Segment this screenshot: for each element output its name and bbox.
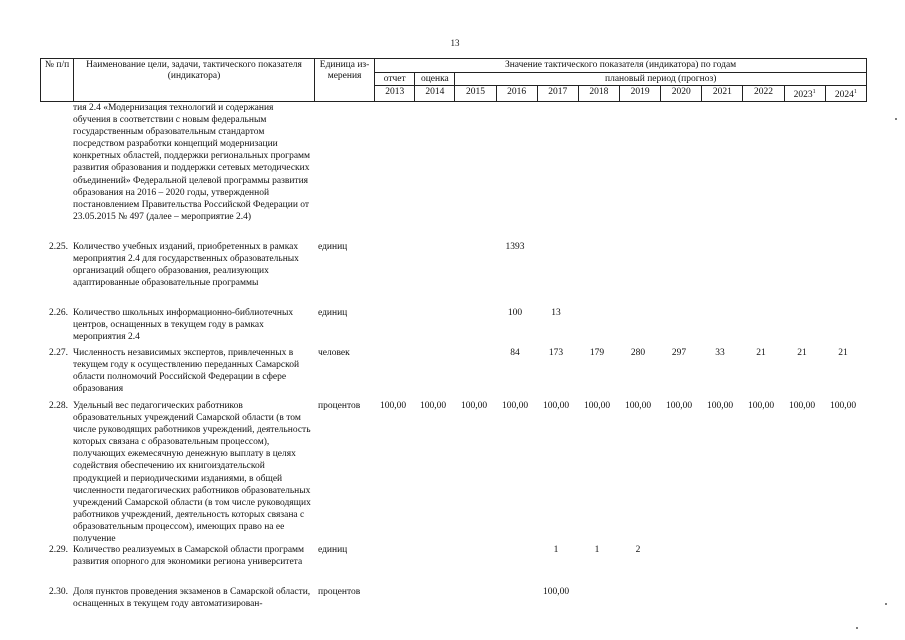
year-label: 2024 <box>834 90 854 101</box>
row-value: 2 <box>635 545 641 555</box>
row-unit: единиц <box>318 545 348 555</box>
header-estimate-label: оценка <box>415 73 455 86</box>
table-header <box>40 58 867 102</box>
row-unit: человек <box>318 348 350 358</box>
row-value: 100,00 <box>460 401 488 411</box>
row-name: Удельный вес педагогических работников образовательных учреждений Самарской области (в том числе руководящих работников учреждений, деятельность которых связана с образовательным процессом), получающих ежемесячную денежную выплату в целях содействия обеспечению их книгоиздательской продукцией и периодическими изданиями, в общей численности педагогических работников образовательных учреждений Самарской области (в том числе руководящих работников учреждений, деятельность которых связана с образовательным процессом), имеющих право на ее получение <box>73 401 311 545</box>
year-label: 2023 <box>793 90 813 101</box>
row-value: 100,00 <box>501 401 529 411</box>
row-name: тия 2.4 «Модернизация технологий и содержания обучения в соответствии с новым федеральным государственным образовательным стандартом посредством разработки концепций модернизации конкретных областей, поддержки региональных программ развития образования и поддержки сетевых методических объединений» Федеральной целевой программы развития образования на 2016 – 2020 годы, утвержденной постановлением Правительства Российской Федерации от 23.05.2015 № 497 (далее – мероприятие 2.4) <box>73 103 311 222</box>
header-year-2015: 2015 <box>455 86 496 102</box>
header-year-2013: 2013 <box>375 86 415 102</box>
header-report-label: отчет <box>375 73 415 86</box>
row-number: 2.26. <box>49 308 68 318</box>
row-value: 100,00 <box>583 401 611 411</box>
row-value: 33 <box>715 348 725 358</box>
row-value: 100,00 <box>665 401 693 411</box>
row-value: 100,00 <box>379 401 407 411</box>
row-value: 297 <box>671 348 687 358</box>
footnote-mark: 1 <box>812 89 816 95</box>
header-col-name: Наименование цели, задачи, тактического показателя (индикатора) <box>74 59 315 102</box>
row-name: Количество реализуемых в Самарской области программ развития опорного для экономики региона университета <box>73 545 305 568</box>
row-name: Доля пунктов проведения экзаменов в Самарской области, оснащенных в текущем году автоматизирован- <box>73 587 311 610</box>
footnote-mark: 1 <box>853 89 857 95</box>
header-year-2024 <box>825 86 866 102</box>
row-value: 100,00 <box>419 401 447 411</box>
row-value: 100,00 <box>829 401 857 411</box>
row-value: 100,00 <box>624 401 652 411</box>
header-year-2016: 2016 <box>496 86 537 102</box>
row-number: 2.25. <box>49 242 68 252</box>
row-value: 100 <box>507 308 523 318</box>
row-value: 173 <box>548 348 564 358</box>
header-year-2017: 2017 <box>537 86 578 102</box>
row-value: 1393 <box>505 242 525 252</box>
row-value: 1 <box>553 545 559 555</box>
scan-speck <box>856 627 858 629</box>
row-number: 2.30. <box>49 587 68 597</box>
header-year-2020: 2020 <box>661 86 702 102</box>
row-value: 100,00 <box>788 401 816 411</box>
row-value: 84 <box>510 348 520 358</box>
row-name: Количество учебных изданий, приобретенных в рамках мероприятия 2.4 для государственных образовательных организаций общего образования, реализующих адаптированные образовательные программы <box>73 242 299 289</box>
row-value: 179 <box>589 348 605 358</box>
header-year-2019: 2019 <box>620 86 661 102</box>
row-value: 21 <box>797 348 807 358</box>
header-col-unit: Единица из-мерения <box>314 59 374 102</box>
row-number: 2.28. <box>49 401 68 411</box>
row-unit: процентов <box>318 587 361 597</box>
row-value: 1 <box>594 545 600 555</box>
row-number: 2.27. <box>49 348 68 358</box>
row-value: 100,00 <box>542 587 570 597</box>
row-unit: процентов <box>318 401 361 411</box>
scan-speck <box>895 118 897 120</box>
row-name: Численность независимых экспертов, привлеченных в текущем году к осуществлению переданных Самарской области полномочий Российской Федерации в сфере образования <box>73 348 300 395</box>
header-year-2023 <box>784 86 825 102</box>
header-planned-label: плановый период (прогноз) <box>455 73 867 86</box>
row-value: 100,00 <box>747 401 775 411</box>
header-year-2014: 2014 <box>415 86 455 102</box>
scan-speck <box>885 603 887 605</box>
row-value: 280 <box>630 348 646 358</box>
header-col-number: № п/п <box>41 59 74 102</box>
row-number: 2.29. <box>49 545 68 555</box>
row-value: 21 <box>756 348 766 358</box>
row-value: 13 <box>551 308 561 318</box>
header-year-2018: 2018 <box>578 86 619 102</box>
header-year-2022: 2022 <box>743 86 784 102</box>
row-name: Количество школьных информационно-библиотечных центров, оснащенных в текущем году в рамках мероприятия 2.4 <box>73 308 294 343</box>
header-col-values: Значение тактического показателя (индикатора) по годам <box>375 59 867 73</box>
row-value: 100,00 <box>542 401 570 411</box>
header-year-2021: 2021 <box>702 86 743 102</box>
row-value: 100,00 <box>706 401 734 411</box>
row-value: 21 <box>838 348 848 358</box>
row-unit: единиц <box>318 308 348 318</box>
row-unit: единиц <box>318 242 348 252</box>
page-number: 13 <box>450 38 460 48</box>
